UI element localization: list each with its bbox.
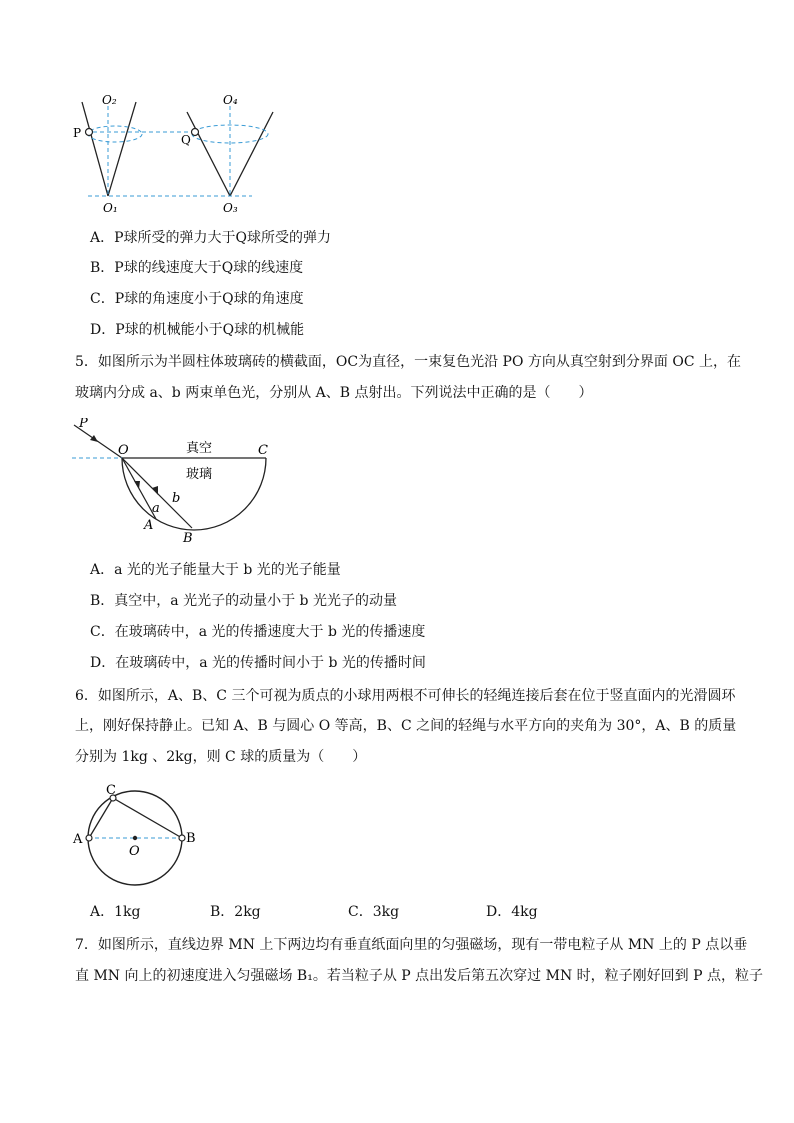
label-b5: B [183,531,193,546]
q5-option-a: A．a 光的光子能量大于 b 光的光子能量 [90,562,341,578]
left-cone-right-edge [108,102,136,196]
ring-figure [68,782,208,894]
q5-stem-line-1: 5．如图所示为半圆柱体玻璃砖的横截面，OC为直径，一束复色光沿 PO 方向从真空射到分界面 OC 上，在 [75,354,741,370]
ray-a-arrow [134,481,140,489]
q4-option-c: C．P球的角速度小于Q球的角速度 [90,291,304,307]
cone-figure [60,92,290,222]
label-o3: O₃ [223,201,238,215]
label-q: Q [181,133,191,147]
ball-q [192,129,199,136]
label-p: P [73,126,82,140]
q6-stem-line-3: 分别为 1kg 、2kg，则 C 球的质量为（ ） [75,749,367,765]
q4-option-a: A．P球所受的弹力大于Q球所受的弹力 [90,230,332,246]
label-o6: O [129,844,140,859]
q6-option-a: A．1kg [90,904,141,920]
ball-b [179,835,185,841]
q6-stem-line-2: 上，刚好保持静止。已知 A、B 与圆心 O 等高，B、C 之间的轻绳与水平方向的夹角为 30°，A、B 的质量 [75,718,737,734]
q5-option-b: B．真空中，a 光光子的动量小于 b 光光子的动量 [90,593,397,609]
q6-stem-line-1: 6．如图所示，A、B、C 三个可视为质点的小球用两根不可伸长的轻绳连接后套在位于竖直面内的光滑圆环 [75,688,736,704]
ray-b-arrow [152,486,158,495]
right-cone-right-edge [230,112,273,196]
incident-arrow [90,435,98,442]
q6-option-b: B．2kg [210,904,261,920]
label-p5: P [79,418,88,431]
right-cone-left-edge [187,112,230,196]
label-c5: C [258,443,268,458]
center-o [133,836,137,840]
glass-semicircle-figure [70,418,280,546]
label-b6: B [186,831,196,846]
q7-stem-line-2: 直 MN 向上的初速度进入匀强磁场 B₁。若当粒子从 P 点出发后第五次穿过 MN 时，粒子刚好回到 P 点，粒子 [75,968,763,984]
q6-option-c: C．3kg [348,904,400,920]
label-vacuum: 真空 [186,441,213,456]
q6-option-d: D．4kg [486,904,538,920]
left-cone-orbit [88,126,142,142]
label-a5: A [144,518,154,533]
label-glass: 玻璃 [186,467,213,482]
label-b-ray: b [172,491,181,506]
label-o5: O [118,443,129,458]
q5-option-c: C．在玻璃砖中，a 光的传播速度大于 b 光的传播速度 [90,624,426,640]
q5-stem-line-2: 玻璃内分成 a、b 两束单色光，分别从 A、B 点射出。下列说法中正确的是（ ） [75,385,593,401]
label-a6: A [73,832,83,847]
label-o4: O₄ [223,93,238,107]
label-o1: O₁ [103,201,118,215]
q4-option-d: D．P球的机械能小于Q球的机械能 [90,322,305,338]
left-cone-left-edge [82,102,108,196]
label-a-ray: a [152,501,160,516]
ball-p [86,129,93,136]
ball-a [86,835,92,841]
q5-option-d: D．在玻璃砖中，a 光的传播时间小于 b 光的传播时间 [90,655,426,671]
q7-stem-line-1: 7．如图所示，直线边界 MN 上下两边均有垂直纸面向里的匀强磁场，现有一带电粒子从 MN 上的 P 点以垂 [75,937,748,953]
label-o2: O₂ [102,93,117,107]
label-c6: C [106,783,116,798]
q4-option-b: B．P球的线速度大于Q球的线速度 [90,260,304,276]
rope-cb [113,798,182,838]
